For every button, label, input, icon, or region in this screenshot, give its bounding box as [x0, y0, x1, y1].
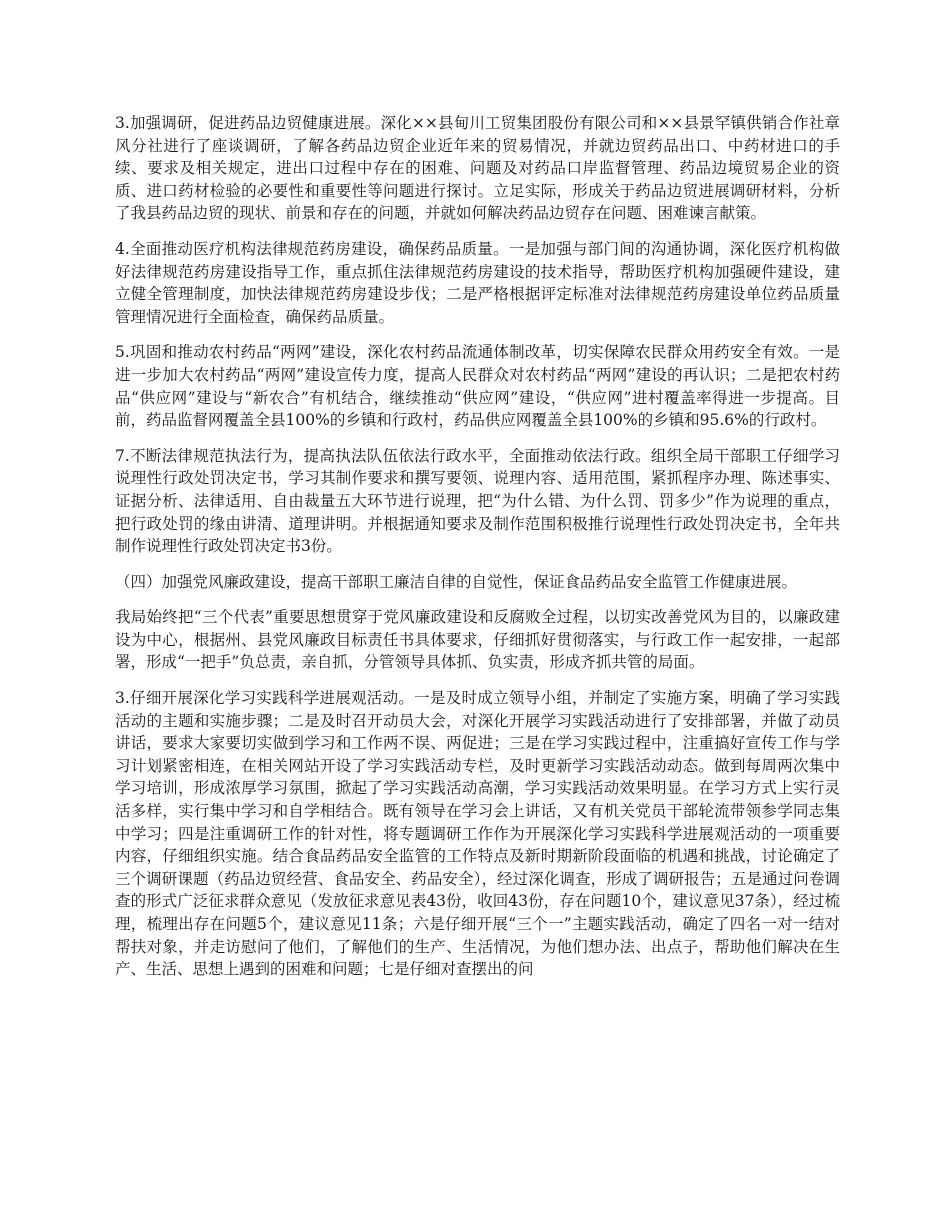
paragraph-law-enforcement: 7.不断法律规范执法行为，提高执法队伍依法行政水平，全面推动依法行政。组织全局干部职工仔细学习说理性行政处罚决定书，学习其制作要求和撰写要领、说理内容、适用范围，紧抓程序办理、陈述事实、证据分析、法律适用、自由裁量五大环节进行说理，把“为什么错、为什么罚、罚多少”作为说理的重点，把行政处罚的缘由讲清、道理讲明。并根据通知要求及制作范围积极推行说理性行政处罚决定书，全年共制作说理性行政处罚决定书3份。: [115, 446, 840, 556]
document-body: [115, 112, 840, 994]
paragraph-pharmacy-construction: 4.全面推动医疗机构法律规范药房建设，确保药品质量。一是加强与部门间的沟通协调，深化医疗机构做好法律规范药房建设指导工作，重点抓住法律规范药房建设的技术指导，帮助医疗机构加强硬件建设，建立健全管理制度，加快法律规范药房建设步伐；二是严格根据评定标准对法律规范药房建设单位药品质量管理情况进行全面检查，确保药品质量。: [115, 239, 840, 326]
section-heading-party-conduct: （四）加强党风廉政建设，提高干部职工廉洁自律的自觉性，保证食品药品安全监管工作健康进展。: [115, 572, 798, 591]
paragraph-party-conduct: 我局始终把“三个代表”重要思想贯穿于党风廉政建设和反腐败全过程，以切实改善党风为目的，以廉政建设为中心，根据州、县党风廉政目标责任书具体要求，仔细抓好贯彻落实，与行政工作一起安排，一起部署，形成“一把手”负总责，亲自抓，分管领导具体抓、负实责，形成齐抓共管的局面。: [115, 608, 840, 672]
paragraph-drug-border-trade: 3.加强调研，促进药品边贸健康进展。深化××县甸川工贸集团股份有限公司和××县景罕镇供销合作社章风分社进行了座谈调研，了解各药品边贸企业近年来的贸易情况，并就边贸药品出口、中药材进口的手续、要求及相关规定，进出口过程中存在的困难、问题及对药品口岸监督管理、药品边境贸易企业的资质、进口药材检验的必要性和重要性等问题进行探讨。立足实际，形成关于药品边贸进展调研材料，分析了我县药品边贸的现状、前景和存在的问题，并就如何解决药品边贸存在问题、困难谏言献策。: [115, 114, 840, 223]
paragraph-study-practice: 3.仔细开展深化学习实践科学进展观活动。一是及时成立领导小组，并制定了实施方案，明确了学习实践活动的主题和实施步骤；二是及时召开动员大会，对深化开展学习实践活动进行了安排部署，并做了动员讲话，要求大家要切实做到学习和工作两不误、两促进；三是在学习实践过程中，注重搞好宣传工作与学习计划紧密相连，在相关网站开设了学习实践活动专栏，及时更新学习实践活动动态。做到每周两次集中学习培训，形成浓厚学习氛围，掀起了学习实践活动高潮，学习实践活动效果明显。在学习方式上实行灵活多样，实行集中学习和自学相结合。既有领导在学习会上讲话，又有机关党员干部轮流带领参学同志集中学习；四是注重调研工作的针对性，将专题调研工作作为开展深化学习实践科学进展观活动的一项重要内容，仔细组织实施。结合食品药品安全监管的工作特点及新时期新阶段面临的机遇和挑战，讨论确定了三个调研课题（药品边贸经营、食品安全、药品安全），经过深化调查，形成了调研报告；五是通过问卷调查的形式广泛征求群众意见（发放征求意见表43份，收回43份，存在问题10个，建议意见37条），经过梳理，梳理出存在问题5个，建议意见11条；六是仔细开展“三个一”主题实践活动，确定了四名一对一结对帮扶对象，并走访慰问了他们，了解他们的生产、生活情况，为他们想办法、出点子，帮助他们解决在生产、生活、思想上遇到的困难和问题；七是仔细对查摆出的问: [115, 689, 840, 979]
paragraph-rural-two-networks: 5.巩固和推动农村药品“两网”建设，深化农村药品流通体制改革，切实保障农民群众用药安全有效。一是进一步加大农村药品“两网”建设宣传力度，提高人民群众对农村药品“两网”建设的再认识；二是把农村药品“供应网”建设与“新农合”有机结合，继续推动“供应网”建设，“供应网”进村覆盖率得进一步提高。目前，药品监督网覆盖全县100%的乡镇和行政村，药品供应网覆盖全县100%的乡镇和95.6%的行政村。: [115, 343, 840, 430]
